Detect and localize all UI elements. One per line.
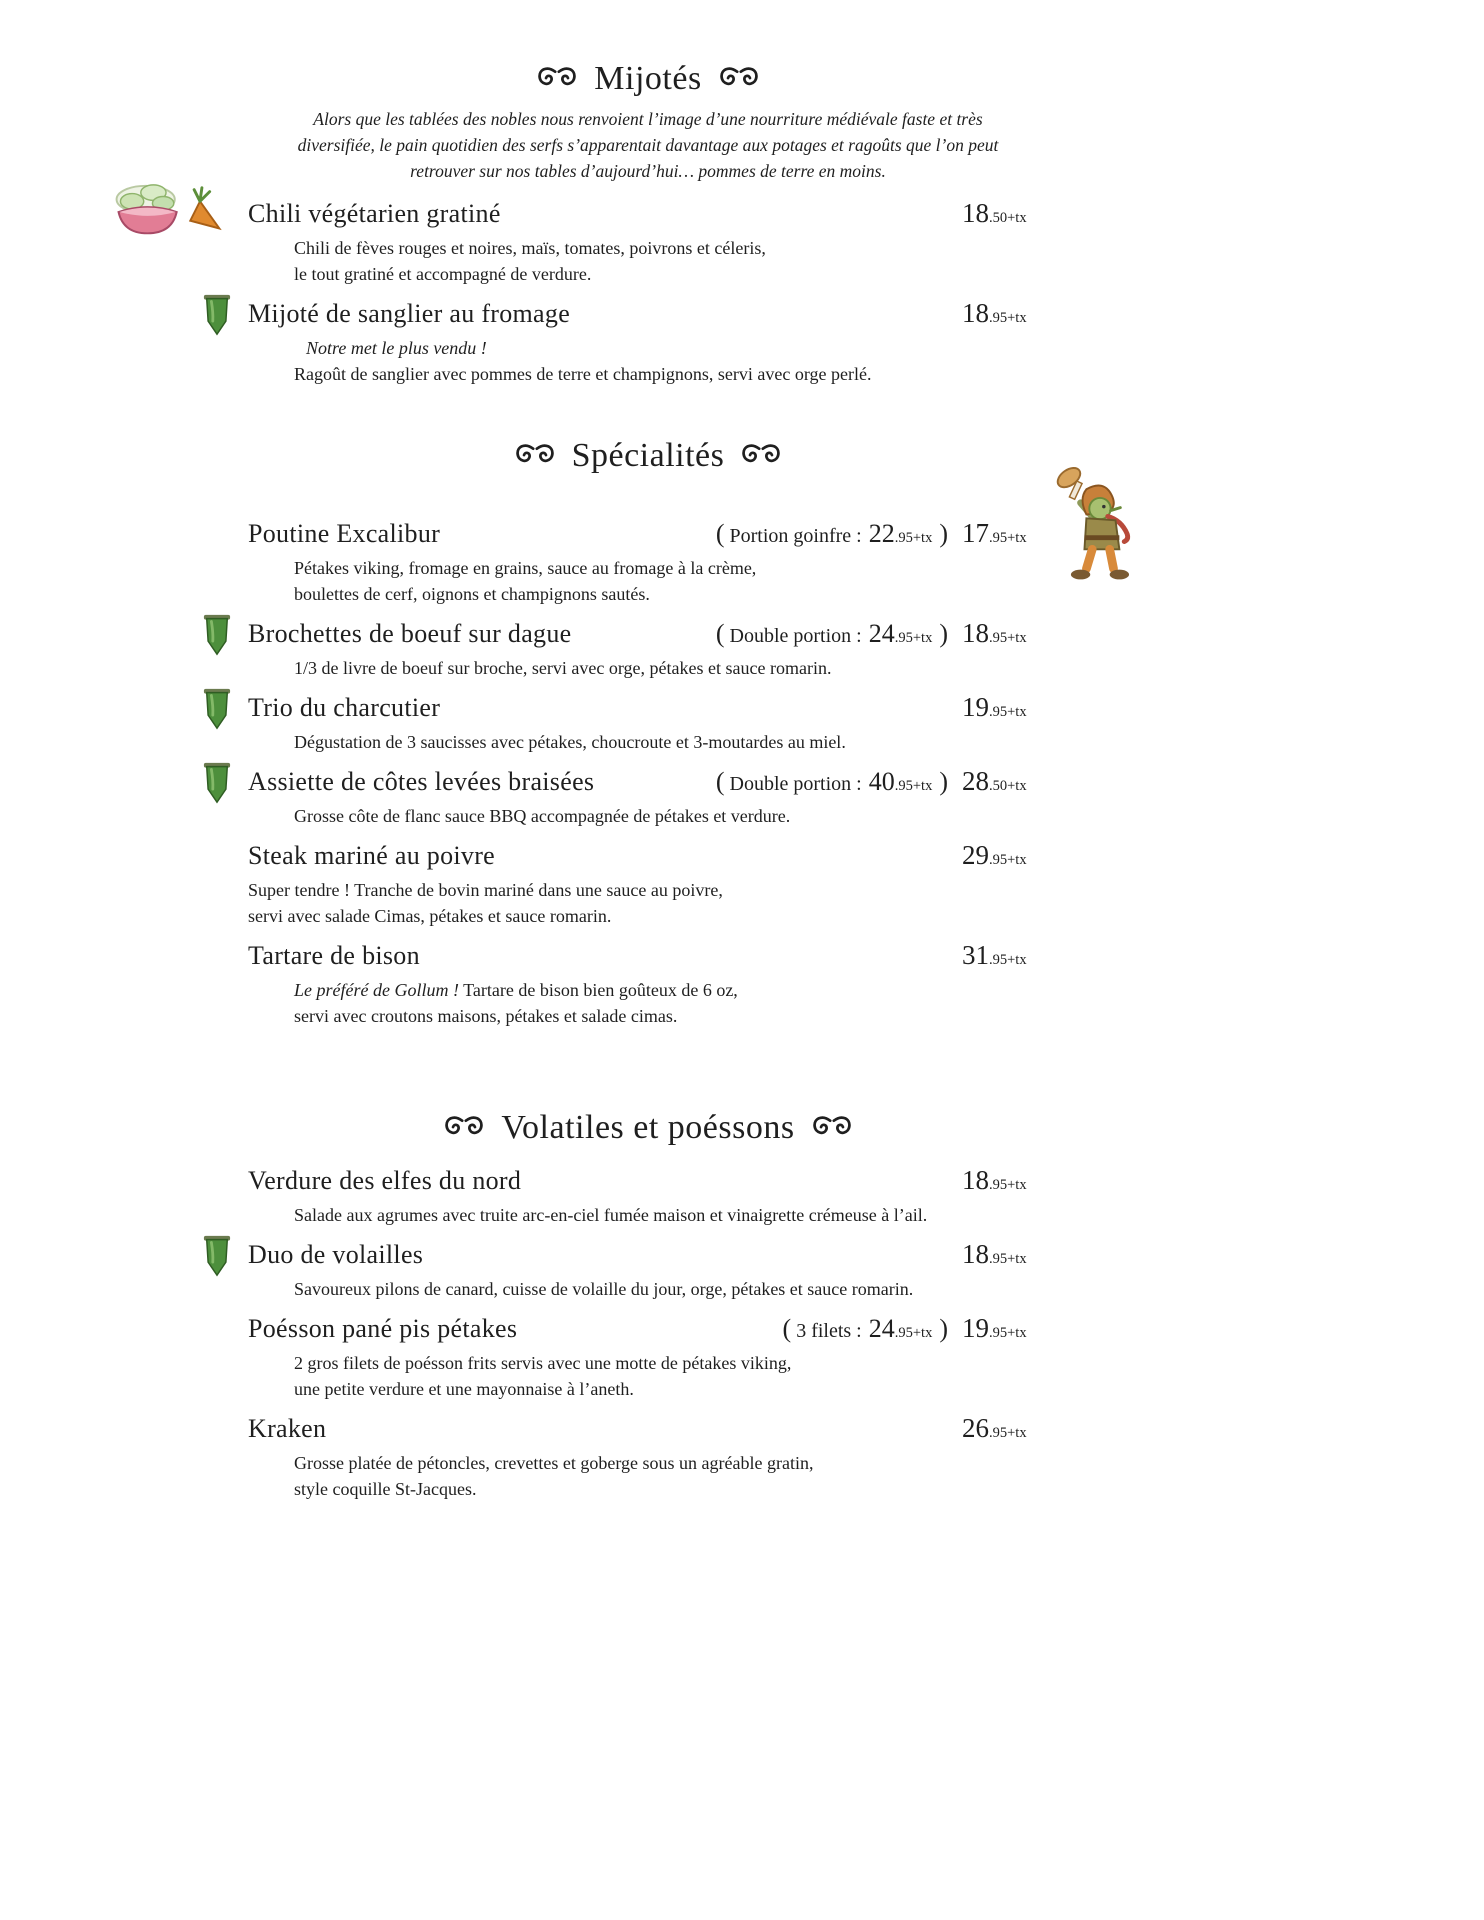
item-description-line: Pétakes viking, fromage en grains, sauce au fromage à la crème, [294, 558, 757, 578]
item-description-line: servi avec croutons maisons, pétakes et salade cimas. [294, 1006, 678, 1026]
item-name: Tartare de bison [248, 941, 420, 970]
item-price: 18.95+tx [962, 618, 1027, 648]
section-header-volatiles-poessons [248, 1105, 1048, 1151]
scroll-ornament-left-icon [514, 444, 556, 468]
item-description-line: 2 gros filets de poésson frits servis avec une motte de pétakes viking, [294, 1353, 792, 1373]
item-description-line: Savoureux pilons de canard, cuisse de volaille du jour, orge, pétakes et sauce romarin. [294, 1279, 914, 1299]
item-description-line: Ragoût de sanglier avec pommes de terre et champignons, servi avec orge perlé. [294, 364, 872, 384]
item-description-line: Dégustation de 3 saucisses avec pétakes, choucroute et 3-moutardes au miel. [294, 732, 846, 752]
menu-item-chili-vegetarien [248, 196, 1048, 287]
item-price: 17.95+tx [962, 518, 1027, 548]
item-description-line: 1/3 de livre de boeuf sur broche, servi avec orge, pétakes et sauce romarin. [294, 658, 832, 678]
item-note: Notre met le plus vendu ! [306, 338, 487, 358]
item-price: 28.50+tx [962, 766, 1027, 796]
green-banner-icon [202, 762, 232, 805]
item-description-line: Chili de fèves rouges et noires, maïs, tomates, poivrons et céleris, [294, 238, 766, 258]
scroll-ornament-right-icon [718, 67, 760, 91]
scroll-ornament-right-icon [811, 1116, 853, 1140]
intro-line: Alors que les tablées des nobles nous renvoient l’image d’une nourriture médiévale faste et très [313, 109, 983, 129]
item-name: Trio du charcutier [248, 693, 441, 722]
item-description-line: servi avec salade Cimas, pétakes et sauce romarin. [248, 906, 612, 926]
item-price: 18.95+tx [962, 1165, 1027, 1195]
item-description-line: boulettes de cerf, oignons et champignons sautés. [294, 584, 650, 604]
item-name: Mijoté de sanglier au fromage [248, 299, 571, 328]
scroll-ornament-left-icon [443, 1116, 485, 1140]
scroll-ornament-right-icon [740, 444, 782, 468]
menu-item-brochettes-boeuf [248, 616, 1048, 681]
item-price: 31.95+tx [962, 940, 1027, 970]
portion-option: ( Double portion : 40.95+tx ) [715, 767, 948, 796]
menu-item-trio-charcutier [248, 690, 1048, 755]
item-name: Poutine Excalibur [248, 519, 441, 548]
item-name: Poésson pané pis pétakes [248, 1314, 518, 1343]
item-description-line: une petite verdure et une mayonnaise à l’aneth. [294, 1379, 634, 1399]
item-name: Chili végétarien gratiné [248, 199, 501, 228]
item-name: Duo de volailles [248, 1240, 424, 1269]
green-banner-icon [202, 614, 232, 657]
item-price: 18.50+tx [962, 198, 1027, 228]
item-price: 26.95+tx [962, 1413, 1027, 1443]
scroll-ornament-left-icon [536, 67, 578, 91]
item-description-line: Grosse platée de pétoncles, crevettes et goberge sous un agréable gratin, [294, 1453, 814, 1473]
item-price: 18.95+tx [962, 1239, 1027, 1269]
menu-item-duo-volailles [248, 1237, 1048, 1302]
portion-option: ( Double portion : 24.95+tx ) [715, 619, 948, 648]
vegetarian-salad-carrot-icon [106, 180, 228, 244]
portion-option: ( 3 filets : 24.95+tx ) [782, 1314, 948, 1343]
menu-item-poesson-pane [248, 1311, 1048, 1402]
item-name: Kraken [248, 1414, 327, 1443]
item-description-line: le tout gratiné et accompagné de verdure. [294, 264, 592, 284]
menu-item-mijote-sanglier [248, 296, 1048, 387]
item-description-line: Le préféré de Gollum ! Tartare de bison bien goûteux de 6 oz, [294, 980, 738, 1000]
menu-item-verdure-elfes [248, 1163, 1048, 1228]
item-name: Verdure des elfes du nord [248, 1166, 522, 1195]
portion-option: ( Portion goinfre : 22.95+tx ) [715, 519, 948, 548]
item-price: 19.95+tx [962, 692, 1027, 722]
section-header-specialites [248, 433, 1048, 479]
section-title: Mijotés [594, 60, 702, 97]
intro-line: retrouver sur nos tables d’aujourd’hui… pommes de terre en moins. [410, 161, 886, 181]
section-intro [248, 106, 1048, 184]
section-title: Volatiles et poéssons [501, 1109, 795, 1146]
menu-item-poutine-excalibur [248, 516, 1048, 607]
menu-item-steak-poivre [248, 838, 1048, 929]
green-banner-icon [202, 688, 232, 731]
menu-item-tartare-bison [248, 938, 1048, 1029]
section-title: Spécialités [571, 437, 725, 474]
menu-column [248, 56, 1048, 1511]
item-name: Steak mariné au poivre [248, 841, 496, 870]
section-header-mijotes [248, 56, 1048, 102]
menu-item-kraken [248, 1411, 1048, 1502]
green-banner-icon [202, 1235, 232, 1278]
goblin-jester-illustration-icon [1036, 460, 1162, 596]
item-description-line: Super tendre ! Tranche de bovin mariné dans une sauce au poivre, [248, 880, 723, 900]
item-description-line: style coquille St-Jacques. [294, 1479, 477, 1499]
item-name: Brochettes de boeuf sur dague [248, 619, 572, 648]
menu-item-cotes-levees [248, 764, 1048, 829]
green-banner-icon [202, 294, 232, 337]
item-price: 18.95+tx [962, 298, 1027, 328]
item-note-inline: Le préféré de Gollum ! [294, 980, 459, 1000]
item-price: 29.95+tx [962, 840, 1027, 870]
item-name: Assiette de côtes levées braisées [248, 767, 595, 796]
item-description-line: Grosse côte de flanc sauce BBQ accompagnée de pétakes et verdure. [294, 806, 791, 826]
item-price: 19.95+tx [962, 1313, 1027, 1343]
intro-line: diversifiée, le pain quotidien des serfs s’apparentait davantage aux potages et ragoûts que l’on peut [297, 135, 999, 155]
item-description-line: Salade aux agrumes avec truite arc-en-ciel fumée maison et vinaigrette crémeuse à l’ail. [294, 1205, 928, 1225]
